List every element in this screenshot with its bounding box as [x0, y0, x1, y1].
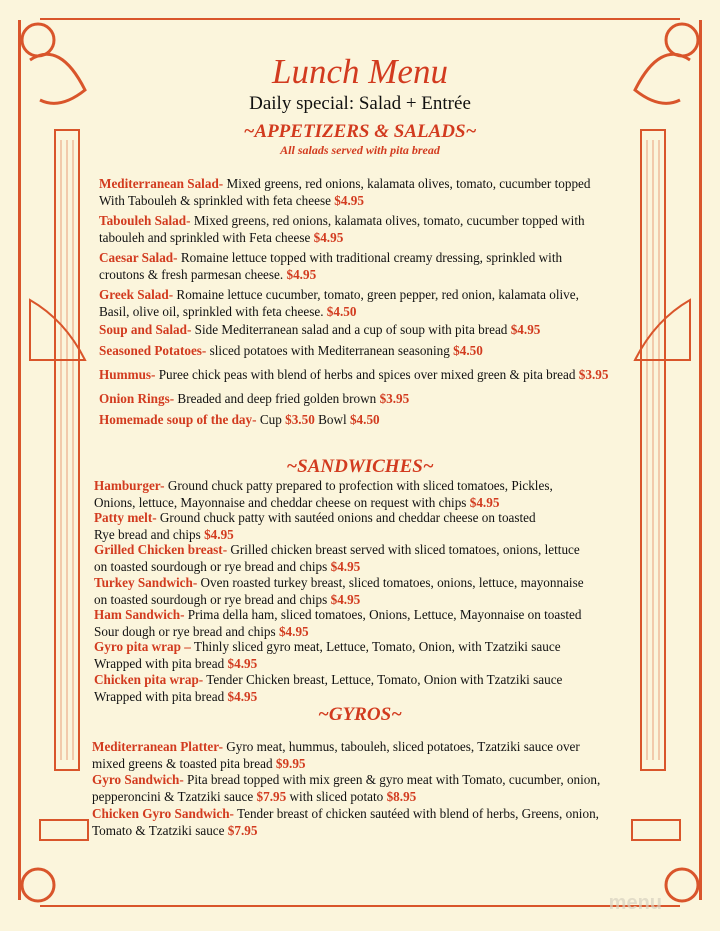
- menu-item: Hummus- Puree chick peas with blend of herbs and spices over mixed green & pita bread $3.95: [99, 367, 609, 382]
- menu-item: Mediterranean Platter- Gyro meat, hummus, tabouleh, sliced potatoes, Tzatziki sauce over mixed greens & toasted pita bread $9.95: [92, 739, 580, 771]
- daily-special: Daily special: Salad + Entrée: [249, 93, 471, 114]
- menu-item: Ham Sandwich- Prima della ham, sliced tomatoes, Onions, Lettuce, Mayonnaise on toasted Sour dough or rye bread and chips $4.95: [94, 607, 582, 639]
- section-heading-sandwiches: ~SANDWICHES~: [286, 456, 434, 477]
- menu-item: Patty melt- Ground chuck patty with sautéed onions and cheddar cheese on toasted Rye bread and chips $4.95: [94, 510, 536, 542]
- menu-item: Mediterranean Salad- Mixed greens, red onions, kalamata olives, tomato, cucumber topped With Tabouleh & sprinkled with feta cheese $4.95: [99, 176, 591, 208]
- menu-item: Homemade soup of the day- Cup $3.50 Bowl $4.50: [99, 412, 380, 427]
- menu-item: Chicken Gyro Sandwich- Tender breast of chicken sautéed with blend of herbs, Greens, onion, Tomato & Tzatziki sauce $7.95: [92, 806, 599, 838]
- menu-item: Onion Rings- Breaded and deep fried golden brown $3.95: [99, 391, 410, 406]
- menu-item: Chicken pita wrap- Tender Chicken breast, Lettuce, Tomato, Onion with Tzatziki sauce Wrapped with pita bread $4.95: [94, 672, 563, 704]
- menu-item: Grilled Chicken breast- Grilled chicken breast served with sliced tomatoes, onions, lettuce on toasted sourdough or rye bread and chips $4.95: [94, 542, 580, 574]
- menu-title: Lunch Menu: [272, 52, 448, 91]
- menu-item: Seasoned Potatoes- sliced potatoes with Mediterranean seasoning $4.50: [99, 343, 483, 358]
- menu-item: Gyro Sandwich- Pita bread topped with mix green & gyro meat with Tomato, cucumber, onion, pepperoncini & Tzatziki sauce $7.95 with sliced potato $8.95: [92, 772, 601, 804]
- menu-item: Turkey Sandwich- Oven roasted turkey breast, sliced tomatoes, onions, lettuce, mayonnaise on toasted sourdough or rye bread and chips $4.95: [94, 575, 584, 607]
- salad-note: All salads served with pita bread: [280, 143, 440, 157]
- menu-item: Caesar Salad- Romaine lettuce topped with traditional creamy dressing, sprinkled with croutons & fresh parmesan cheese. $4.95: [99, 250, 563, 282]
- menu-item: Soup and Salad- Side Mediterranean salad and a cup of soup with pita bread $4.95: [99, 322, 541, 337]
- section-heading-appetizers: ~APPETIZERS & SALADS~: [243, 121, 477, 142]
- menu-item: Tabouleh Salad- Mixed greens, red onions, kalamata olives, tomato, cucumber topped with tabouleh and sprinkled with Feta cheese $4.95: [99, 213, 585, 245]
- menu-item: Hamburger- Ground chuck patty prepared to profection with sliced tomatoes, Pickles, Onions, lettuce, Mayonnaise and cheddar cheese on request with chips $4.95: [94, 478, 553, 510]
- watermark-logo: menu: [608, 892, 662, 914]
- menu-item: Gyro pita wrap – Thinly sliced gyro meat, Lettuce, Tomato, Onion, with Tzatziki sauce Wrapped with pita bread $4.95: [94, 639, 561, 671]
- section-heading-gyros: ~GYROS~: [318, 704, 402, 725]
- menu-item: Greek Salad- Romaine lettuce cucumber, tomato, green pepper, red onion, kalamata olive, Basil, olive oil, sprinkled with feta cheese. $4.50: [99, 287, 579, 319]
